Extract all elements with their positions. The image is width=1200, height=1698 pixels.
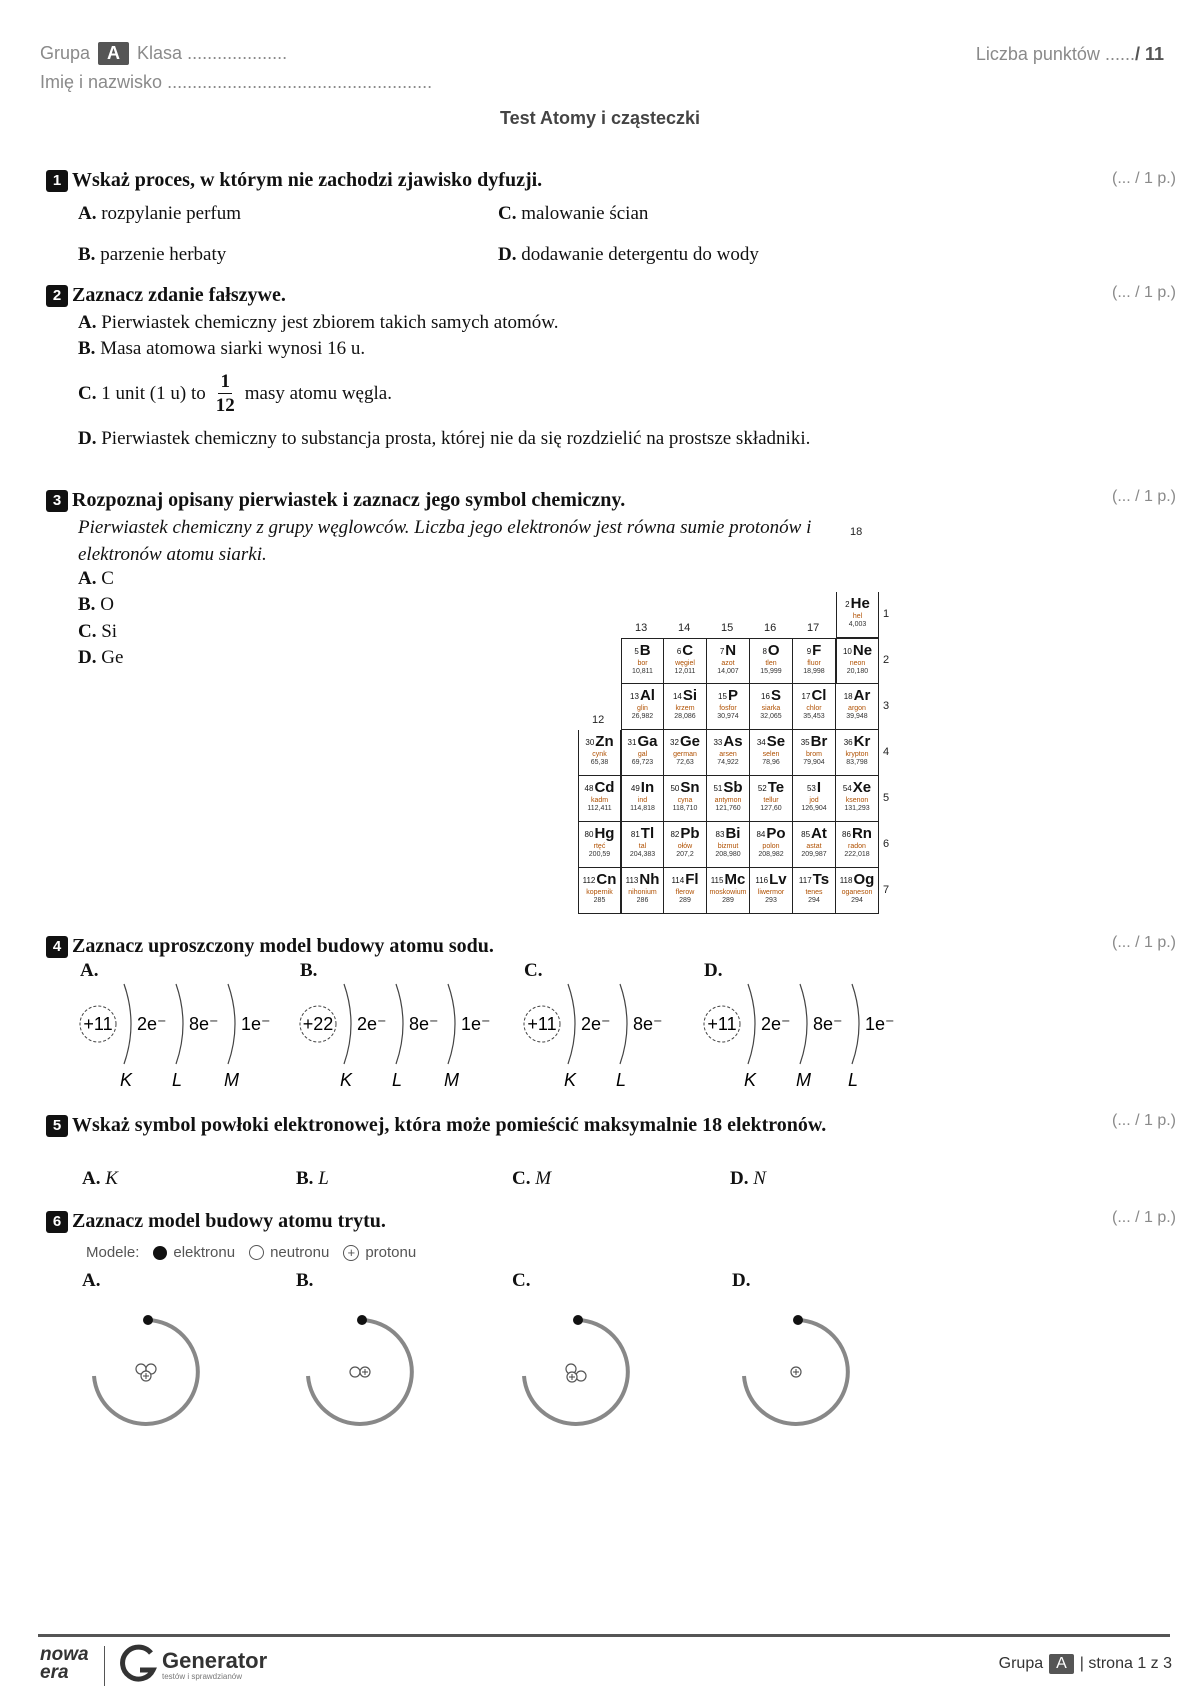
test-title: Test Atomy i cząsteczki bbox=[499, 108, 701, 128]
element-cd: 48Cd kadm 112,411 bbox=[578, 776, 621, 822]
shell-symbol-label: K bbox=[340, 1070, 353, 1090]
period-number-label: 4 bbox=[883, 746, 890, 758]
element-xe: 54Xe ksenon 131,293 bbox=[836, 776, 879, 822]
element-lv: 116Lv liwermor 293 bbox=[750, 868, 793, 914]
element-f: 9F fluor 18,998 bbox=[793, 638, 836, 684]
element-bi: 83Bi bizmut 208,980 bbox=[707, 822, 750, 868]
answer-text: malowanie ścian bbox=[521, 203, 649, 224]
q5-answer-d[interactable] bbox=[730, 1168, 766, 1190]
element-zn: 30Zn cynk 65,38 bbox=[578, 730, 621, 776]
electron-shell-arc bbox=[124, 984, 131, 1064]
logo-top: nowa bbox=[40, 1644, 89, 1665]
answer-text: dodawanie detergentu do wody bbox=[521, 244, 759, 265]
answer-letter: D. bbox=[78, 647, 97, 668]
answer-text: O bbox=[100, 594, 114, 615]
element-kr: 36Kr krypton 83,798 bbox=[836, 730, 879, 776]
points-dots: ...... bbox=[1104, 44, 1135, 64]
element-he: 2He hel 4,003 bbox=[836, 592, 879, 638]
element-c: 6C węgiel 12,011 bbox=[664, 638, 707, 684]
name-label: Imię i nazwisko bbox=[40, 72, 163, 92]
answer-text: Pierwiastek chemiczny jest zbiorem takich samych atomów. bbox=[101, 312, 559, 333]
electron-icon bbox=[153, 1246, 167, 1260]
element-po: 84Po polon 208,982 bbox=[750, 822, 793, 868]
element-tl: 81Tl tal 204,383 bbox=[621, 822, 664, 868]
question-4-title bbox=[46, 935, 494, 958]
q2-answer-a[interactable] bbox=[78, 312, 559, 334]
element-fl: 114Fl flerow 289 bbox=[664, 868, 707, 914]
question-6-title bbox=[46, 1210, 386, 1233]
element-se: 34Se selen 78,96 bbox=[750, 730, 793, 776]
shell-electron-count: 1e⁻ bbox=[241, 1014, 271, 1034]
group-number-label: 13 bbox=[635, 622, 648, 634]
q3-answer-c[interactable] bbox=[78, 621, 117, 643]
nowa-era-logo bbox=[40, 1646, 89, 1682]
footer-group-badge: A bbox=[1049, 1654, 1074, 1674]
answer-letter: D. bbox=[78, 428, 97, 449]
q6-atom-model-c bbox=[516, 1294, 656, 1434]
q1-answer-d[interactable] bbox=[498, 244, 759, 266]
footer-logo-separator bbox=[104, 1646, 105, 1686]
element-pb: 82Pb ołów 207,2 bbox=[664, 822, 707, 868]
neutron-particle bbox=[350, 1367, 360, 1377]
question-3-points: (... / 1 p.) bbox=[1111, 488, 1176, 505]
element-p: 15P fosfor 30,974 bbox=[707, 684, 750, 730]
electron-orbit bbox=[524, 1320, 628, 1424]
neutron-icon bbox=[249, 1245, 264, 1260]
group-number-label: 12 bbox=[592, 714, 605, 726]
shell-symbol-label: M bbox=[444, 1070, 459, 1090]
question-text: Zaznacz model budowy atomu trytu. bbox=[72, 1210, 386, 1232]
element-br: 35Br brom 79,904 bbox=[793, 730, 836, 776]
answer-text: 1 unit (1 u) to bbox=[101, 383, 206, 404]
q4-atom-model-d bbox=[700, 982, 920, 1092]
electron-shell-arc bbox=[568, 984, 575, 1064]
shell-electron-count: 2e⁻ bbox=[137, 1014, 167, 1034]
electron-dot bbox=[143, 1315, 153, 1325]
legend-proton: protonu bbox=[365, 1244, 417, 1261]
answer-text: C bbox=[101, 568, 114, 589]
q5-answer-b[interactable] bbox=[296, 1168, 329, 1190]
electron-shell-arc bbox=[800, 984, 807, 1064]
electron-dot bbox=[573, 1315, 583, 1325]
footer-divider bbox=[38, 1634, 1170, 1637]
shell-symbol-label: K bbox=[564, 1070, 577, 1090]
q6-atom-model-b bbox=[300, 1294, 440, 1434]
question-number: 3 bbox=[46, 490, 68, 512]
question-6-points: (... / 1 p.) bbox=[1111, 1209, 1176, 1226]
question-1-title bbox=[46, 169, 542, 192]
q6-legend bbox=[86, 1244, 416, 1261]
points-summary bbox=[976, 44, 1164, 65]
answer-letter: C. bbox=[498, 203, 517, 224]
element-mc: 115Mc moskowium 289 bbox=[707, 868, 750, 914]
question-4-points: (... / 1 p.) bbox=[1111, 934, 1176, 951]
shell-electron-count: 1e⁻ bbox=[461, 1014, 491, 1034]
answer-text: parzenie herbaty bbox=[100, 244, 227, 265]
footer-page-number: | strona 1 z 3 bbox=[1079, 1655, 1172, 1672]
question-5-title bbox=[46, 1112, 886, 1139]
shell-symbol-label: M bbox=[224, 1070, 239, 1090]
answer-text: Masa atomowa siarki wynosi 16 u. bbox=[100, 338, 366, 359]
question-text: Zaznacz uproszczony model budowy atomu sodu. bbox=[72, 935, 494, 957]
group-label: Grupa bbox=[40, 43, 91, 63]
answer-text: rozpylanie perfum bbox=[101, 203, 242, 224]
legend-neutron: neutronu bbox=[270, 1244, 330, 1261]
q6-models bbox=[80, 1270, 940, 1430]
fraction-numerator: 1 bbox=[220, 370, 230, 392]
electron-shell-arc bbox=[852, 984, 859, 1064]
answer-text: Pierwiastek chemiczny to substancja prosta, której nie da się rozdzielić na prostsze składniki. bbox=[101, 428, 811, 449]
shell-symbol-label: K bbox=[744, 1070, 757, 1090]
period-number-label: 3 bbox=[883, 700, 890, 712]
q5-answer-a[interactable] bbox=[82, 1168, 118, 1190]
answer-letter: D. bbox=[498, 244, 517, 265]
element-og: 118Og oganeson 294 bbox=[836, 868, 879, 914]
q4-option-label[interactable]: D. bbox=[704, 960, 723, 981]
q1-answer-a[interactable] bbox=[78, 203, 241, 225]
period-number-label: 2 bbox=[883, 654, 890, 666]
q4-option-label[interactable]: A. bbox=[80, 960, 99, 981]
generator-logo bbox=[120, 1644, 267, 1686]
element-sn: 50Sn cyna 118,710 bbox=[664, 776, 707, 822]
logo-bottom: era bbox=[40, 1662, 69, 1683]
electron-shell-arc bbox=[176, 984, 183, 1064]
q3-answer-b[interactable] bbox=[78, 594, 114, 616]
electron-shell-arc bbox=[448, 984, 455, 1064]
answer-text: Si bbox=[101, 621, 118, 642]
q6-atom-model-a bbox=[86, 1294, 226, 1434]
answer-letter: A. bbox=[82, 1168, 101, 1189]
question-1-points: (... / 1 p.) bbox=[1111, 170, 1176, 187]
points-total: / 11 bbox=[1134, 44, 1164, 64]
question-3-title bbox=[46, 489, 625, 512]
shell-electron-count: 2e⁻ bbox=[761, 1014, 791, 1034]
element-ge: 32Ge german 72,63 bbox=[664, 730, 707, 776]
generator-g-icon bbox=[120, 1644, 158, 1686]
period-number-label: 1 bbox=[883, 608, 890, 620]
answer-letter: B. bbox=[296, 1168, 314, 1189]
element-ts: 117Ts tenes 294 bbox=[793, 868, 836, 914]
period-number-label: 6 bbox=[883, 838, 890, 850]
answer-letter: B. bbox=[78, 338, 96, 359]
shell-symbol-label: M bbox=[796, 1070, 811, 1090]
fraction-denominator: 12 bbox=[215, 394, 235, 416]
q2-answer-b[interactable] bbox=[78, 338, 365, 360]
element-hg: 80Hg rtęć 200,59 bbox=[578, 822, 621, 868]
q4-atom-model-a bbox=[76, 982, 296, 1092]
q6-atom-model-d bbox=[736, 1294, 876, 1434]
electron-shell-arc bbox=[620, 984, 627, 1064]
q2-answer-d[interactable] bbox=[78, 426, 878, 452]
shell-electron-count: 8e⁻ bbox=[409, 1014, 439, 1034]
generator-subtitle: testów i sprawdzianów bbox=[162, 1671, 243, 1681]
q1-answer-c[interactable] bbox=[498, 203, 648, 225]
q4-option-label[interactable]: C. bbox=[524, 960, 543, 981]
question-text: Zaznacz zdanie fałszywe. bbox=[72, 284, 286, 306]
q6-option-label[interactable]: B. bbox=[296, 1270, 314, 1291]
question-2-title bbox=[46, 284, 286, 307]
answer-letter: D. bbox=[730, 1168, 749, 1189]
q6-option-label[interactable]: C. bbox=[512, 1270, 531, 1291]
footer-page-info bbox=[999, 1654, 1172, 1674]
q3-answer-d[interactable] bbox=[78, 647, 123, 669]
periodic-table-fragment bbox=[578, 526, 908, 920]
question-5-points: (... / 1 p.) bbox=[1111, 1112, 1176, 1129]
element-ar: 18Ar argon 39,948 bbox=[836, 684, 879, 730]
points-label: Liczba punktów bbox=[975, 44, 1100, 64]
element-n: 7N azot 14,007 bbox=[707, 638, 750, 684]
question-number: 5 bbox=[46, 1115, 68, 1137]
question-2-points: (... / 1 p.) bbox=[1111, 284, 1176, 301]
question-number: 1 bbox=[46, 170, 68, 192]
element-i: 53I jod 126,904 bbox=[793, 776, 836, 822]
q5-answer-c[interactable] bbox=[512, 1168, 551, 1190]
element-te: 52Te tellur 127,60 bbox=[750, 776, 793, 822]
class-label: Klasa bbox=[137, 43, 183, 63]
shell-symbol-label: L bbox=[392, 1070, 403, 1090]
fraction bbox=[216, 371, 235, 418]
footer-group-label: Grupa bbox=[998, 1655, 1044, 1672]
shell-electron-count: 2e⁻ bbox=[357, 1014, 387, 1034]
shell-electron-count: 8e⁻ bbox=[813, 1014, 843, 1034]
element-at: 85At astat 209,987 bbox=[793, 822, 836, 868]
group-number-label: 18 bbox=[850, 526, 863, 538]
q2-answer-c[interactable] bbox=[78, 366, 392, 422]
electron-shell-arc bbox=[396, 984, 403, 1064]
shell-symbol-label: L bbox=[616, 1070, 627, 1090]
question-text: Wskaż symbol powłoki elektronowej, która może pomieścić maksymalnie 18 elektronów. bbox=[72, 1114, 827, 1136]
generator-title: Generator bbox=[162, 1647, 268, 1673]
q6-option-label[interactable]: D. bbox=[732, 1270, 751, 1291]
answer-letter: C. bbox=[78, 383, 97, 404]
element-o: 8O tlen 15,999 bbox=[750, 638, 793, 684]
answer-letter: C. bbox=[78, 621, 97, 642]
element-rn: 86Rn radon 222,018 bbox=[836, 822, 879, 868]
legend-electron: elektronu bbox=[173, 1244, 236, 1261]
group-badge: A bbox=[98, 42, 129, 65]
nucleus-charge: +11 bbox=[707, 1014, 737, 1034]
question-text: Rozpoznaj opisany pierwiastek i zaznacz jego symbol chemiczny. bbox=[72, 489, 626, 511]
electron-dot bbox=[357, 1315, 367, 1325]
answer-letter: C. bbox=[512, 1168, 531, 1189]
answer-letter: A. bbox=[78, 203, 97, 224]
element-b: 5B bor 10,811 bbox=[621, 638, 664, 684]
answer-letter: B. bbox=[78, 244, 96, 265]
electron-dot bbox=[793, 1315, 803, 1325]
shell-electron-count: 1e⁻ bbox=[865, 1014, 895, 1034]
group-number-label: 14 bbox=[678, 622, 691, 634]
electron-shell-arc bbox=[344, 984, 351, 1064]
proton-icon: + bbox=[343, 1245, 359, 1261]
header-group-line bbox=[40, 42, 287, 65]
q6-option-label[interactable]: A. bbox=[82, 1270, 101, 1291]
q3-description: Pierwiastek chemiczny z grupy węglowców. Liczba jego elektronów jest równa sumie protonów i elektronów atomu siarki. bbox=[78, 517, 812, 565]
question-text: Wskaż proces, w którym nie zachodzi zjawisko dyfuzji. bbox=[72, 169, 543, 191]
answer-letter: B. bbox=[78, 594, 96, 615]
element-nh: 113Nh nihonium 286 bbox=[621, 868, 664, 914]
question-number: 2 bbox=[46, 285, 68, 307]
header-name-line bbox=[40, 72, 432, 93]
element-s: 16S siarka 32,065 bbox=[750, 684, 793, 730]
q4-atom-model-b bbox=[296, 982, 516, 1092]
shell-electron-count: 2e⁻ bbox=[581, 1014, 611, 1034]
answer-text: M bbox=[535, 1168, 552, 1189]
class-dots: .................... bbox=[187, 43, 288, 63]
group-number-label: 17 bbox=[807, 622, 820, 634]
answer-text: N bbox=[753, 1168, 766, 1189]
period-number-label: 5 bbox=[883, 792, 890, 804]
element-sb: 51Sb antymon 121,760 bbox=[707, 776, 750, 822]
element-cl: 17Cl chlor 35,453 bbox=[793, 684, 836, 730]
shell-symbol-label: K bbox=[120, 1070, 133, 1090]
question-number: 4 bbox=[46, 936, 68, 958]
nucleus-charge: +22 bbox=[302, 1014, 334, 1034]
nucleus-charge: +11 bbox=[83, 1014, 113, 1034]
q4-models bbox=[80, 960, 940, 1095]
element-ga: 31Ga gal 69,723 bbox=[621, 730, 664, 776]
answer-text: L bbox=[318, 1168, 329, 1189]
electron-shell-arc bbox=[228, 984, 235, 1064]
element-ne: 10Ne neon 20,180 bbox=[836, 638, 879, 684]
legend-label: Modele: bbox=[86, 1244, 140, 1261]
nucleus-charge: +11 bbox=[527, 1014, 557, 1034]
answer-text: K bbox=[105, 1168, 118, 1189]
answer-letter: A. bbox=[78, 312, 97, 333]
electron-shell-arc bbox=[748, 984, 755, 1064]
element-cn: 112Cn kopernik 285 bbox=[578, 868, 621, 914]
group-number-label: 16 bbox=[764, 622, 777, 634]
name-dots: ..................................................... bbox=[167, 72, 433, 92]
q4-option-label[interactable]: B. bbox=[300, 960, 318, 981]
shell-symbol-label: L bbox=[172, 1070, 183, 1090]
element-si: 14Si krzem 28,086 bbox=[664, 684, 707, 730]
answer-text: Ge bbox=[101, 647, 124, 668]
element-as: 33As arsen 74,922 bbox=[707, 730, 750, 776]
group-number-label: 15 bbox=[721, 622, 734, 634]
period-number-label: 7 bbox=[883, 884, 890, 896]
element-al: 13Al glin 26,982 bbox=[621, 684, 664, 730]
q3-answer-a[interactable] bbox=[78, 568, 114, 590]
q1-answer-b[interactable] bbox=[78, 244, 226, 266]
answer-letter: A. bbox=[78, 568, 97, 589]
shell-electron-count: 8e⁻ bbox=[633, 1014, 663, 1034]
element-in: 49In ind 114,818 bbox=[621, 776, 664, 822]
shell-symbol-label: L bbox=[848, 1070, 859, 1090]
shell-electron-count: 8e⁻ bbox=[189, 1014, 219, 1034]
answer-text: masy atomu węgla. bbox=[244, 383, 392, 404]
question-number: 6 bbox=[46, 1211, 68, 1233]
